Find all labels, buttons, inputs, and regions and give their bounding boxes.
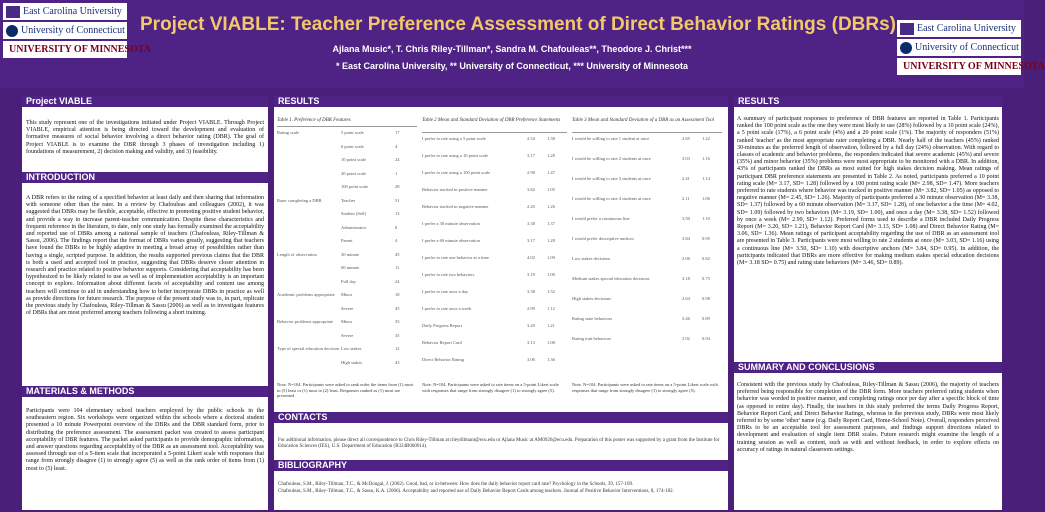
table-cell: 2.98: [527, 170, 535, 175]
contacts-body: For additional information, please direct all correspondence to Chris Riley-Tillman at rileytillmant@ecu.edu or Ajlana Music at AM0926@ecu.edu. Preparation of this poster was supported by a grant from the Institute for Education Sciences (IES), U.S. Department of Education (R324B060014).: [278, 438, 720, 449]
table-cell: 3.19: [527, 272, 535, 277]
table-cell: 4: [395, 238, 398, 243]
table-cell: 24: [395, 278, 400, 284]
table-cell: 35: [395, 319, 400, 324]
table-cell: 3.84: [682, 236, 690, 241]
introduction-heading: INTRODUCTION: [22, 172, 268, 183]
uconn-logo-left: [3, 22, 127, 39]
logo-text: East Carolina University: [917, 23, 1016, 34]
left-column: [22, 96, 268, 510]
table-cell: 2.85: [682, 136, 690, 141]
table-cell: 0.94: [702, 336, 710, 341]
table-cell: I prefer to rate using a 10 point scale: [422, 153, 488, 158]
table-cell: 3.06: [527, 357, 535, 362]
table2-caption: Table 2 Mean and Standard Deviation of DBR Preference Statements: [422, 118, 561, 123]
table-cell: Behavior tracked in negative manner: [422, 204, 489, 209]
poster-authors: Ajlana Music*, T. Chris Riley-Tillman*, Sandra M. Chafouleas**, Theodore J. Christ***: [332, 44, 692, 54]
table-cell: 3.06: [682, 256, 690, 261]
methods-body: Participants were 104 elementary school teachers employed by the public schools in the southeastern region. Six workshops were organized within the schools where a doctoral student presented a 10 minute Powerpoint overview of the DBRs and the DBR standard form, prior to distributing the preference assessment. The assessment packet was created to assess participant acceptability of DBR features. The packet asked participants to provide demographic information, and answer questions regarding acceptability of the DBR as an assessment tool. Acceptability was assessed through use of a 5-item scale that incorporated a 5-point Likert scale with responses that range from strongly disagree (1) to strongly agree (5) as well as the rank order of items from (1) most to (5) least.: [26, 408, 264, 472]
table-cell: Behavior Report Card: [422, 340, 462, 345]
table-cell: I would be willing to rate 4 students at once: [572, 196, 651, 201]
table-cell: 1.05: [547, 187, 555, 192]
table-cell: Low stakes decisions: [572, 256, 611, 261]
table-cell: 5 point scale: [341, 130, 364, 135]
poster-header: [0, 0, 1045, 88]
bibliography-heading: BIBLIOGRAPHY: [274, 460, 728, 471]
table-cell: 1.26: [547, 204, 555, 209]
table-cell: 1.14: [702, 176, 710, 181]
table-cell: Length of observation: [277, 251, 317, 257]
table-cell: 3.46: [682, 316, 690, 321]
middle-column: [274, 96, 728, 510]
table-cell: 2.45: [527, 204, 535, 209]
table-cell: Academic problems appropriate: [277, 292, 335, 297]
logo-text: University of Connecticut: [915, 42, 1019, 53]
table-cell: 4.02: [527, 255, 535, 260]
table-cell: I prefer a 60 minute observation: [422, 238, 480, 243]
table-cell: 0.95: [702, 236, 710, 241]
logo-text: East Carolina University: [23, 6, 122, 17]
table-cell: Behavior tracked in positive manner: [422, 187, 488, 192]
table-cell: 1.21: [547, 323, 555, 328]
table-cell: 1.09: [547, 255, 555, 260]
table-cell: Rating scale: [277, 130, 300, 135]
table-cell: 3.82: [527, 187, 535, 192]
poster-title: Project VIABLE: Teacher Preference Assessment of Direct Behavior Ratings (DBRs): [140, 14, 897, 35]
table-cell: 24: [395, 157, 400, 162]
table-cell: 12: [395, 346, 400, 351]
table-cell: 45: [395, 251, 400, 257]
table-cell: Behavior problems appropriate: [277, 319, 333, 324]
project-viable-heading: Project VIABLE: [22, 96, 268, 107]
table-cell: 1.52: [547, 289, 555, 294]
table-cell: 1.37: [547, 221, 555, 226]
introduction-body: A DBR refers to the rating of a specified behavior at least daily and then sharing that information with someone other than the rater. In a review by Chafouleas and colleagues (2002), it was suggested that DBRs may be flexible, acceptable, effective in promoting positive student behavior, and provide a way to increase parent-teacher communication. Despite these characteristics and frequent reference in the literature, to date, only one study has formally examined the acceptability and reported use of DBRs among a national sample of teachers (Chafouleas, Riley-Tillman & Sassu, 2006). The findings report that the format of DBRs varies greatly, suggesting that teachers have found the DBRs to be highly adaptive in meeting a broad array of possibilities rather than having a single, scripted purpose. In addition, the results supported previous claims that the DBR is both a used and accepted tool in practice, suggesting that DBRs deserve closer attention in research and practice related to positive behavior supports. Considering that acceptability has been hypothesized to be likely related to use as well as of implementation acceptability is an important concept to explore. Information about different facets of acceptability and content use among teachers will continue to aid in understanding how to better incorporate DBRs in practice as well as provide directions for future research. The purpose of the present study was to, in part, replicate the previous study by Chafouleas, Riley-Tillman & Sassu (2006) as well as to investigate features of DBRs that are most preferred among teachers following a short training.: [26, 195, 264, 317]
results-heading-middle: RESULTS: [274, 96, 728, 107]
table-cell: 0.89: [702, 316, 710, 321]
table-cell: I prefer to rate using a 5 point scale: [422, 136, 486, 141]
table-cell: I would prefer a continuous line: [572, 216, 630, 221]
table-cell: Low stakes: [341, 346, 362, 351]
table-cell: 0.82: [702, 256, 710, 261]
table-cell: 3.50: [682, 216, 690, 221]
table-cell: Student (Self): [341, 211, 367, 216]
table-cell: Medium stakes special education decisions: [572, 276, 650, 281]
table-cell: 51: [395, 197, 400, 203]
table-cell: 1.16: [702, 156, 710, 161]
table-cell: 1.22: [702, 136, 710, 141]
table1-rule: [277, 126, 417, 127]
table-cell: 2.99: [527, 306, 535, 311]
table-cell: 11: [395, 265, 400, 270]
bibliography-item: Chafouleas, S.M., Riley-Tillman, T.C., & McDougal, J. (2002). Good, bad, or in-between: How does the daily behavior report card rate? Psychology in the Schools, 39, 157-169.: [278, 482, 634, 487]
table-cell: 3.38: [527, 289, 535, 294]
summary-body: Consistent with the previous study by Chafouleas, Riley-Tillman & Sassu (2006), the majority of teachers preferred being responsible for completion of the DBR form. More teachers preferred rating students when behavior was worded in positive manner, and completing ratings once per day after a specific block of time (as opposed to entire day). Finally, the teachers in this study preferred the terms Daily Progress Report, Behavior Report Card, and Direct Behavior Ratings, whereas in the previous study, DBRs were most likely referred to by some 'other' name (e.g. Daily Report Card, Home-School Note). Overall, responders perceived DBRs to be an acceptable tool for assessment purposes, and findings support directions related to development and evaluation of single item DBR scales. Future research might examine the length of a training session as well as content, such as with and without feedback, in order to explore effects on accuracy of ratings in natural classroom settings.: [737, 382, 999, 453]
table-cell: I prefer to rate once a day: [422, 289, 469, 294]
table-cell: 6 point scale: [341, 143, 364, 149]
table-cell: 4: [395, 143, 398, 149]
table-cell: 2.11: [682, 196, 690, 201]
table-cell: 1: [395, 170, 398, 176]
table-cell: 3.20: [527, 323, 535, 328]
table-cell: Direct Behavior Rating: [422, 357, 464, 362]
umn-logo-left: [3, 41, 151, 58]
table-cell: 43: [395, 359, 400, 365]
table-cell: 60 minute: [341, 265, 360, 270]
table2-note: Note. N=104. Participants were asked to rate items on a 5-point Likert scale with responses that range from strongly disagree (1) to strongly agree (5).: [422, 382, 559, 393]
table-cell: High stakes: [341, 359, 363, 365]
table-cell: 17: [395, 130, 400, 135]
table-cell: Full day: [341, 278, 356, 284]
table-cell: I would be willing to rate 2 students at once: [572, 156, 651, 161]
table-cell: I prefer a 30 minute observation: [422, 221, 480, 226]
table3-note: Note. N=104. Participants were asked to rate items on a 5-point Likert scale with responses that range from strongly disagree (1) to strongly agree (5).: [572, 382, 718, 393]
umn-logo-right: [897, 58, 1045, 75]
methods-heading: MATERIALS & METHODS: [22, 386, 268, 397]
table-cell: 13: [395, 211, 400, 216]
table-cell: 100 point scale: [341, 184, 369, 189]
table-cell: 2.54: [527, 136, 535, 141]
bibliography-item: Chafouleas, S.M., Riley-Tillman, T.C., & Sassu, K.A. (2006). Acceptability and reported use of Daily Behavior Report Cards among teachers. Journal of Positive Behavior Interventions, 8, 174-182.: [278, 489, 674, 494]
table-cell: 1.00: [547, 272, 555, 277]
table-cell: 35: [395, 332, 400, 338]
table-cell: Rating trait behaviors: [572, 336, 611, 341]
table-cell: 3.03: [682, 156, 690, 161]
table-cell: High stakes decisions: [572, 296, 611, 301]
table-cell: I would be willing to rate 3 students at once: [572, 176, 651, 181]
table-cell: 2.41: [682, 176, 690, 181]
table1-caption: Table 1. Preference of DBR Features: [277, 118, 351, 123]
table-cell: 3.17: [527, 153, 535, 158]
ecu-logo-icon: [6, 6, 20, 18]
table-cell: 1.12: [547, 306, 555, 311]
table-cell: 0.98: [702, 296, 710, 301]
table-cell: 0.75: [702, 276, 710, 281]
table-cell: Rater completing a DBR: [277, 197, 322, 203]
ecu-logo-left: [3, 3, 127, 20]
table-cell: 1.36: [547, 357, 555, 362]
table-cell: 3.02: [682, 336, 690, 341]
table-cell: 20 point scale: [341, 170, 366, 176]
logo-text: UNIVERSITY OF MINNESOTA: [903, 61, 1045, 72]
table-cell: I would prefer descriptive anchors: [572, 236, 634, 241]
table3-rule: [572, 132, 722, 133]
ecu-logo-icon: [900, 23, 914, 35]
table-cell: 45: [395, 305, 400, 311]
table-cell: 3.18: [682, 276, 690, 281]
table-cell: 3.17: [527, 238, 535, 243]
table-cell: I prefer to rate using a 100 point scale: [422, 170, 491, 175]
table-cell: 2.64: [682, 296, 690, 301]
table-cell: Rating state behaviors: [572, 316, 612, 321]
uconn-logo-icon: [900, 42, 912, 54]
logo-text: UNIVERSITY OF MINNESOTA: [9, 44, 151, 55]
table-cell: Type of special education decision: [277, 346, 340, 351]
logo-text: University of Connecticut: [21, 25, 125, 36]
table-cell: I prefer to rate once a week: [422, 306, 472, 311]
table-cell: 1.38: [547, 136, 555, 141]
table-cell: 18: [395, 292, 400, 297]
table-cell: Severe: [341, 305, 354, 311]
summary-heading: SUMMARY AND CONCLUSIONS: [734, 362, 1002, 373]
ecu-logo-right: [897, 20, 1021, 37]
contacts-heading: CONTACTS: [274, 412, 728, 423]
table-cell: Teacher: [341, 197, 356, 203]
table-cell: 1.06: [702, 196, 710, 201]
table1-note: Note. N=104. Participants were asked to rank order the items from (1) most to (5) least or (1) most to (2) least. Responses ranked as (1) most are presented.: [277, 382, 414, 398]
table-cell: Minor: [341, 319, 353, 324]
uconn-logo-right: [897, 39, 1021, 56]
table-cell: Daily Progress Report: [422, 323, 462, 328]
table-cell: 10 point scale: [341, 157, 366, 162]
table2-rule: [422, 132, 567, 133]
table-cell: 6: [395, 224, 398, 230]
table-cell: 28: [395, 184, 400, 189]
table-cell: 30 minute: [341, 251, 360, 257]
table-cell: Severe: [341, 332, 354, 338]
table-cell: Parent: [341, 238, 353, 243]
table-cell: 3.13: [527, 340, 535, 345]
project-viable-body: This study represent one of the investigations initiated under Project VIABLE. Through Project VIABLE, empirical attention is being directed toward the development and evaluation of formative measures of social behavior involving a direct behavior rating (DBR). The goal of Project VIABLE is to examine the DBR through 3 phases of investigation including 1) foundations of measurement, 2) decision making and validity, and 3) feasibility.: [26, 120, 264, 155]
table-cell: 1.28: [547, 238, 555, 243]
table-cell: 3.38: [527, 221, 535, 226]
table-cell: 1.08: [547, 340, 555, 345]
table-cell: 1.10: [702, 216, 710, 221]
right-column: [734, 96, 1002, 510]
uconn-logo-icon: [6, 25, 18, 37]
table-cell: I prefer to rate two behaviors: [422, 272, 475, 277]
table-cell: 1.47: [547, 170, 555, 175]
results-body: A summary of participant responses to preference of DBR features are reported in Table 1. Participants ranked the 100 point scale as the one they were most likely to use (28%) followed by a 10 point scale (24%), a 5 point scale (17%), a 6 point scale (4%) and a 20 point scale (1%). The majority of responders (51%) ranked 'teacher' as the most appropriate rater completing a DBR. Nearly half of the teachers (45%) ranked 30-minutes as the preferred length of observation, followed by a full day (24%) observation. With regard to classes of academic and behavior problems, the responders indicated that severe academic (45%) and severe (35%) and minor behavior (35%) problems were most appropriate to be monitored with a DBR. In addition, 43% of participants ranked the DBRs as most suited for high stakes decision making. Mean ratings of participant DBR preference statements are presented in Table 2. As noted, participants preferred a 10 point rating scale (M= 3.17, SD= 1.28) followed by a 100 point rating scale (M= 2.98, SD= 1.47). More teachers preferred to rate students where behavior was tracked in positive manner (M= 3.82, SD= 1.05) as opposed to negative manner (M= 2.45, SD= 1.26). Majority of participants preferred a 30 minute observation (M= 3.38, SD= 1.37) followed by a 60 minute observation (M= 3.17, SD= 1.28), of one behavior a the time (M= 4.02, SD= 1.09) followed by two behaviors (M= 3.19, SD= 1.00), and once a day (M= 3.38, SD= 1.52) followed by once a week (M= 2.99, SD= 1.12). Preferred forms used to describe a DBR included Daily Progress Report (M= 3.20, SD= 1.21), Behavior Report Card (M= 3.13, SD= 1.08) and Direct Behavior Rating (M= 3.06, SD= 1.36). Mean ratings of participant acceptability regarding the use of DBR as an assessment tool are presented in Table 3. Participants were most willing to rate 2 students at once (M= 3.03, SD= 1.16) using a continuous line (M= 3.50, SD= 1.10) with descriptive anchors (M= 3.84, SD= 0.95). In addition, the participants indicated that DBRs are more effective for making medium stakes special education decisions (M= 3.18 SD= 0.75) and rating state behaviors (M= 3.46, SD= 0.89).: [737, 116, 999, 267]
table-cell: 1.28: [547, 153, 555, 158]
table-cell: I would be willing to rate 1 student at once: [572, 136, 650, 141]
table-cell: I prefer to rate one behavior at a time: [422, 255, 489, 260]
table3-caption: Table 3 Mean and Standard Deviation of a DBR as an Assessment Tool: [572, 118, 715, 123]
table-cell: Administrator: [341, 224, 367, 230]
poster-affiliations: * East Carolina University, ** University of Connecticut, *** University of Minnesota: [336, 61, 688, 71]
results-heading-right: RESULTS: [734, 96, 1002, 107]
table-cell: Minor: [341, 292, 353, 297]
